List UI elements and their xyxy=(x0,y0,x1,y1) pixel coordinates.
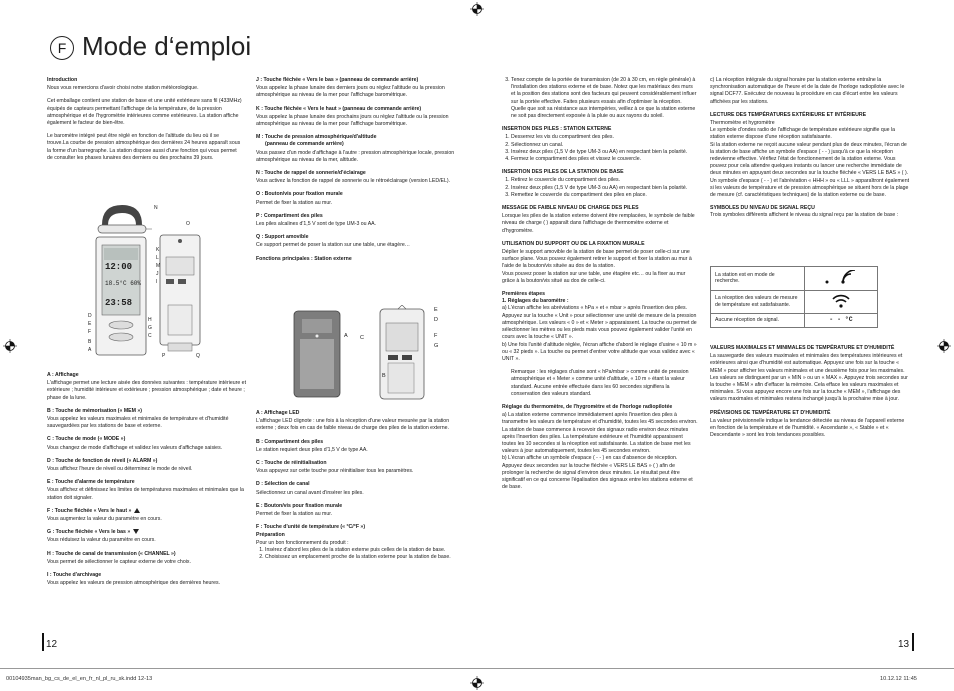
key-M-heading-2: (panneau de commande arrière) xyxy=(265,141,344,148)
up-arrow-icon xyxy=(134,508,140,513)
key-Q-heading: Q : Support amovible xyxy=(256,234,309,241)
key-D-heading: D : Touche de fonction de réveil (« ALARM ») xyxy=(47,457,158,464)
key-E-text: Vous affichez et définissez les limites de températures maximales et minimales que la station doit signaler. xyxy=(47,487,244,501)
diagram-label-I: I xyxy=(156,279,158,285)
base-station-illustration xyxy=(86,205,206,365)
clock-settings-heading: Réglage du thermomètre, de l'hygromètre et de l'horloge radiopilotée xyxy=(502,403,673,410)
key-B-text: Vous appelez les valeurs maximales et minimales de température et d'humidité sauvegardées par les stations de base et externe. xyxy=(47,416,229,430)
intro-paragraph-2: Cet emballage contient une station de base et une unité extérieure sans fil (433MHz) équipés de capteurs permettant l'affichage de la température, de la pression atmosphérique et de l'hygrométrie intérieures comme extérieures. La station affiche également le facteur de bien-être. xyxy=(47,98,242,127)
table-row xyxy=(711,267,878,291)
key-D-text: Vous affichez l'heure de réveil ou déterminez le mode de réveil. xyxy=(47,466,193,473)
ext-key-C-text: Vous appuyez sur cette touche pour réinitialiser tous les paramètres. xyxy=(256,468,414,475)
table-cell: La réception des valeurs de mesure de température est satisfaisante. xyxy=(711,290,805,314)
table-row xyxy=(711,314,878,328)
intro-paragraph-1: Nous vous remercions d'avoir choisi notre station météorologique. xyxy=(47,85,199,92)
sensor-label-A: A xyxy=(344,333,348,339)
battery-base-list xyxy=(502,177,698,199)
clock-step-b: b) L'écran affiche un symbole d'espace ( - - ) en cas d'absence de réception. Appuyez deux secondes sur la touche fléchée « VERS LE BAS » ( ) afin de prolonger la recherche de signal d'environ deux minutes. Le résultat peut être significatif en ce qui concerne l'égalisation des signaux entre les stations externe et de base. xyxy=(502,455,693,491)
temperature-reading-heading: LECTURE DES TEMPÉRATURES EXTÉRIEURE ET INTÉRIEURE xyxy=(710,111,867,118)
column-2-lower xyxy=(256,410,456,567)
key-H-heading: H : Touche de canal de transmission (« CHANNEL ») xyxy=(47,550,176,557)
diagram-label-G: G xyxy=(148,325,152,331)
ext-key-F-heading: F : Touche d'unité de température (« °C/°F ») xyxy=(256,524,366,531)
diagram-label-E: E xyxy=(88,321,92,327)
key-M-heading: M : Touche de pression atmosphérique/d'altitude xyxy=(256,134,377,141)
forecast-text: La valeur prévisionnelle indique la tendance détectée au niveau de l'appareil externe en fonction de la température et de l'humidité. « Ascendante », « Stable » et « Descendante » sont les trois tendances possibles. xyxy=(710,417,905,439)
preparation-list-continued xyxy=(502,77,698,120)
key-Q-text: Ce support permet de poser la station sur une table, une étagère… xyxy=(256,242,410,249)
key-A-heading: A : Affichage xyxy=(47,372,79,378)
column-3 xyxy=(502,77,698,497)
key-I-text: Vous appelez les valeurs de pression atmosphérique des dernières heures. xyxy=(47,580,221,587)
ext-key-E-text: Permet de fixer la station au mur. xyxy=(256,511,333,518)
battery-base-step-1: 1. Retirez le couvercle du compartiment des piles. xyxy=(511,177,698,184)
signal-table xyxy=(710,266,878,328)
key-C-heading: C : Touche de mode (« MODE ») xyxy=(47,436,126,443)
svg-text:18.5°C 60%: 18.5°C 60% xyxy=(105,280,142,287)
stand-text-1: Déplier le support amovible de la station de base permet de poser celle-ci sur une surface plane. Vous pouvez également retirer le support et fixer la station au mur à l'aide de la bouton/vis située au dos de la station. xyxy=(502,249,692,270)
signal-symbols-text: Trois symboles différents affichent le niveau du signal reçu par la station de base : xyxy=(710,212,899,219)
diagram-label-K: K xyxy=(156,247,160,253)
page-number-left-rule xyxy=(42,633,44,651)
key-P-heading: P : Compartiment des piles xyxy=(256,212,323,219)
key-B-heading: B : Touche de mémorisation (« MEM ») xyxy=(47,407,143,414)
key-O-text: Permet de fixer la station au mur. xyxy=(256,199,333,206)
language-letter: F xyxy=(57,40,67,56)
key-J-text: Vous appelez la phase lunaire des derniers jours ou réglez l'altitude ou la pression atmosphérique au niveau de la mer pour l'affichage barométrique. xyxy=(256,85,445,99)
column-1-keys xyxy=(47,372,247,593)
footer-date-time: 10.12.12 11:45 xyxy=(880,676,917,682)
registration-mark-left xyxy=(3,339,17,353)
sensor-label-G: G xyxy=(434,343,439,349)
svg-text:12:00: 12:00 xyxy=(105,262,133,272)
page-number-left: 12 xyxy=(46,639,58,650)
stand-text-2: Vous pouvez poser la station sur une table, une étagère etc… ou la fixer au mur grâce à la bouton/vis situé au dos de celle-ci. xyxy=(502,270,686,284)
barometer-step-b: b) Une fois l'unité d'altitude réglée, l'écran affiche d'abord le réglage d'usine « 10 m » ou « 32 pieds ». La touche ou permet d'entrer votre altitude que vous validez avec « UNIT ». xyxy=(502,341,697,362)
column-1 xyxy=(47,77,242,168)
battery-base-heading: INSERTION DES PILES DE LA STATION DE BASE xyxy=(502,169,624,176)
diagram-label-A: A xyxy=(88,347,92,353)
diagram-label-F: F xyxy=(88,329,92,335)
ext-key-D-text: Sélectionnez un canal avant d'insérer les piles. xyxy=(256,489,364,496)
low-battery-heading: MESSAGE DE FAIBLE NIVEAU DE CHARGE DES PILES xyxy=(502,205,639,212)
barometer-step-a: a) L'écran affiche les abréviations « hPa » et « mbar » après l'insertion des piles. Appuyez sur la touche « Unit » pour sélectionner une unité de mesure de la pression atmosphérique. Les valeurs « 0 » et « Meter » apparaissent. La touche ou permet de sélectionner les mètres ou les pieds mais vous pouvez également valider l'unité en cours avec la touche « UNIT ». xyxy=(502,305,697,341)
low-battery-text: Lorsque les piles de la station externe doivent être remplacées, le symbole de faible niveau de charge ( ) apparaît dans l'affichage de thermomètre externe et d'hygromètre. xyxy=(502,213,695,234)
registration-mark-top xyxy=(470,2,484,16)
signal-symbols-table xyxy=(710,266,878,328)
key-C-text: Vous changez de mode d'affichage et validez les valeurs d'affichage saisies. xyxy=(47,444,223,451)
barometer-settings-heading: 1. Réglages du baromètre : xyxy=(502,298,569,305)
table-cell: La station est en mode de recherche. xyxy=(711,267,805,291)
sensor-label-B: B xyxy=(382,373,386,379)
page-number-right: 13 xyxy=(898,639,910,650)
forecast-heading: PRÉVISIONS DE TEMPÉRATURE ET D'HUMIDITÉ xyxy=(710,409,831,416)
battery-external-step-3: 3. Insérez deux piles (1,5 V de type UM-3 ou AA) en respectant bien la polarité. xyxy=(511,149,698,156)
battery-external-heading: INSERTION DES PILES : STATION EXTERNE xyxy=(502,126,612,133)
ext-key-E-heading: E : Bouton/vis pour fixation murale xyxy=(256,502,343,509)
preparation-heading: Préparation xyxy=(256,532,285,539)
svg-text:23:58: 23:58 xyxy=(105,298,133,308)
page-number-right-rule xyxy=(912,633,914,651)
sensor-label-D: D xyxy=(434,317,438,323)
diagram-label-L: L xyxy=(156,255,159,261)
diagram-label-D: D xyxy=(88,313,92,319)
diagram-label-H: H xyxy=(148,317,152,323)
battery-external-list xyxy=(502,134,698,163)
key-F-heading: F : Touche fléchée « Vers le haut » xyxy=(47,508,247,515)
page-title: Mode d‘emploi xyxy=(82,31,252,61)
intro-heading: Introduction xyxy=(47,77,78,83)
key-J-heading: J : Touche fléchée « Vers le bas » (panneau de commande arrière) xyxy=(256,77,419,83)
diagram-label-P: P xyxy=(162,353,166,359)
down-arrow-icon xyxy=(133,529,139,534)
preparation-step-1: 1. Insérez d'abord les piles de la station externe puis celles de la station de base. xyxy=(265,547,456,554)
sensor-label-C: C xyxy=(360,335,364,341)
ext-key-C-heading: C : Touche de réinitialisation xyxy=(256,460,327,467)
preparation-step-3: 3. Tenez compte de la portée de transmission (de 20 à 30 cm, en règle générale) à l'installation des stations externe et de base. Notez que les matériaux des murs et la position des stations sont des facteurs qui peuvent considérablement influer sur la portée effective. Faites plusieurs essais afin d'optimiser la réception. Quelle que soit sa résistance aux intempéries, veillez à ce que la station externe ne soit pas directement exposée à la pluie ou aux rayons du soleil. xyxy=(511,77,698,120)
clock-step-a: a) La station externe commence immédiatement après l'insertion des piles à transmettre les valeurs de température et d'humidité, toutes les 45 secondes environ. La station de base commence à recevoir des signaux radio environ deux minutes après l'insertion des piles. La température extérieure et l'humidité apparaissent toutes les 10 secondes si la réception est satisfaisante. La station de base met les valeurs à jour automatiquement, toutes les 45 secondes environ. xyxy=(502,412,698,455)
key-P-text: Les piles alcalines d'1,5 V sont de type UM-3 ou AA. xyxy=(256,221,377,228)
ext-key-B-heading: B : Compartiment des piles xyxy=(256,438,324,445)
no-signal-icon xyxy=(805,314,878,328)
battery-external-step-4: 4. Fermez le compartiment des piles et vissez le couvercle. xyxy=(511,156,698,163)
ext-key-A-heading: A : Affichage LED xyxy=(256,410,300,416)
key-G-text: Vous réduisez la valeur du paramètre en cours. xyxy=(47,537,156,544)
key-G-heading: G : Touche fléchée « Vers le bas » xyxy=(47,529,247,536)
preparation-list xyxy=(256,547,456,561)
diagram-label-N: N xyxy=(154,205,158,211)
no-signal-glyph: - - °C xyxy=(829,316,853,324)
diagram-label-C: C xyxy=(148,333,152,339)
external-sensor-illustration xyxy=(288,305,448,405)
key-I-heading: I : Touche d'archivage xyxy=(47,572,102,579)
registration-mark-bottom xyxy=(470,676,484,690)
battery-base-step-2: 2. Insérez deux piles (1,5 V de type UM-3 ou AA) en respectant bien la polarité. xyxy=(511,185,698,192)
ext-key-D-heading: D : Sélection de canal xyxy=(256,481,310,488)
footer-rule xyxy=(0,668,954,669)
battery-base-step-3: 3. Remettez le couvercle du compartiment des piles en place. xyxy=(511,192,698,199)
external-sensor-diagram xyxy=(288,305,448,405)
base-station-diagram xyxy=(86,205,206,365)
searching-signal-icon xyxy=(805,267,878,291)
diagram-label-O: O xyxy=(186,221,190,227)
column-4 xyxy=(710,77,910,226)
column-2 xyxy=(256,77,456,264)
diagram-label-B: B xyxy=(88,339,92,345)
key-O-heading: O : Bouton/vis pour fixation murale xyxy=(256,191,343,198)
footer-file-info: 00104935man_bg_cs_de_el_en_fr_nl_pl_ru_sk.indd 12-13 xyxy=(6,676,153,682)
min-max-text: La sauvegarde des valeurs maximales et minimales des températures intérieures et extérieures ainsi que d'humidité est automatique. Appuyez une fois sur la touche « MEM » pour afficher les valeurs minimales et une deuxième fois pour les maximales. Les valeurs se distinguent par un « MIN » ou un « MAX ». Appuyez trois secondes sur la touche « MEM » afin d'effacer la mémoire. Cela efface les valeurs maximales et minimales. Si vous appuyez encore une fois sur la touche « MEM », l'affichage des valeurs maximales et minimales restera inchangé jusqu'à la prochaine mise à jour. xyxy=(710,353,908,403)
battery-external-step-2: 2. Sélectionnez un canal. xyxy=(511,142,698,149)
key-K-heading: K : Touche fléchée « Vers le haut » (panneau de commande arrière) xyxy=(256,105,422,112)
preparation-step-2: 2. Choisissez un emplacement proche de la station externe pour la station de base. xyxy=(265,554,456,561)
key-K-text: Vous appelez la phase lunaire des prochains jours ou réglez l'altitude ou la pression atmosphérique au niveau de la mer pour l'affichage barométrique. xyxy=(256,113,449,128)
signal-ok-icon xyxy=(805,290,878,314)
sensor-label-F: F xyxy=(434,333,438,339)
stand-heading: UTILISATION DU SUPPORT OU DE LA FIXATION MURALE xyxy=(502,240,645,247)
diagram-label-J: J xyxy=(156,271,159,277)
key-A-text: L'affichage permet une lecture aisée des données suivantes : température intérieure et extérieure ; humidité intérieure et extérieure ; pression atmosphérique ; date et heure ; phase de la lune. xyxy=(47,380,247,401)
key-M-text: Vous passez d'un mode d'affichage à l'autre : pression atmosphérique locale, pression atmosphérique au niveau de la mer, altitude. xyxy=(256,149,455,163)
min-max-heading: VALEURS MAXIMALES ET MINIMALES DE TEMPÉRATURE ET D'HUMIDITÉ xyxy=(710,345,895,351)
key-F-text: Vous augmentez la valeur du paramètre en cours. xyxy=(47,516,162,523)
barometer-remark: Remarque : les réglages d'usine sont « hPa/mbar » comme unité de pression atmosphérique et « Meter » comme unité d'altitude, « 10 m » étant la valeur standard. Aucune entrée effectuée dans les 60 secondes signifiera la conservation des valeurs standard. xyxy=(511,369,689,397)
diagram-label-M: M xyxy=(156,263,161,269)
first-steps-heading: Premières étapes xyxy=(502,291,545,298)
preparation-intro: Pour un bon fonctionnement du produit : xyxy=(256,539,349,546)
ext-key-B-text: Le station requiert deux piles d'1,5 V de type AA. xyxy=(256,446,368,453)
external-functions-heading: Fonctions principales : Station externe xyxy=(256,255,352,262)
clock-step-c: c) La réception intégrale du signal horaire par la station externe entraîne la synchronisation automatique de l'heure et de la date de l'horloge radiopilotée avec le signal DCF77. Exécutez de nouveau la procédure en cas d'écart entre les valeurs affichées par les stations. xyxy=(710,77,905,105)
table-cell: Aucune réception de signal. xyxy=(711,314,805,328)
key-E-heading: E : Touche d'alarme de température xyxy=(47,479,135,486)
key-H-text: Vous permet de sélectionner le capteur externe de votre choix. xyxy=(47,558,191,565)
sensor-label-E: E xyxy=(434,307,438,313)
ext-key-A-text: L'affichage LED clignote : une fois à la réception d'une valeur mesurée par la station externe ; deux fois en cas de faible niveau de charge des piles de la station externe. xyxy=(256,418,450,432)
intro-paragraph-3: Le baromètre intégré peut être réglé en fonction de l'altitude du lieu où il se trouve.La courbe de pression atmosphérique des dernières 24 heures apparaît sous la forme d'un barregraphe. La station dispose aussi d'une fonction qui vous permet de consulter les phases lunaires des derniers ou des prochains 39 jours. xyxy=(47,133,241,161)
table-row xyxy=(711,290,878,314)
registration-mark-right xyxy=(937,339,951,353)
temperature-reading-text: Thermomètre et hygromètre Le symbole d'ondes radio de l'affichage de température extérieure signifie que la station externe dispose d'une réception satisfaisante. Si la station externe ne reçoit aucune valeur pendant plus de deux minutes, l'écran de la station de base affiche un symbole d'espace ( - - ) jusqu'à ce que la réception redevienne effective. Vérifiez l'état de fonctionnement de la station externe. Vous pouvez pour cela attendre quelques instants ou lancer une recherche immédiate de deux minutes en appuyant deux secondes sur la touche fléchée « VERS LE BAS » ( ). Un symbole d'espace ( - - ) et l'abréviation « HHH » ou « LLL » apparaîtront également si les valeurs de température et de pression atmosphérique se situent hors de la plage de mesure (cf. caractéristiques techniques) de la station externe ou de base. xyxy=(710,120,910,199)
battery-external-step-1: 1. Desserrez les vis du compartiment des piles. xyxy=(511,134,698,141)
column-4-lower xyxy=(710,345,910,445)
signal-symbols-heading: SYMBOLES DU NIVEAU DE SIGNAL REÇU xyxy=(710,205,815,212)
diagram-label-Q: Q xyxy=(196,353,200,359)
key-N-heading: N : Touche de rappel de sonnerie/d'éclairage xyxy=(256,170,366,177)
key-N-text: Vous activez la fonction de rappel de sonnerie ou le rétroéclairage (version LED/EL). xyxy=(256,178,451,185)
language-badge xyxy=(50,36,74,60)
